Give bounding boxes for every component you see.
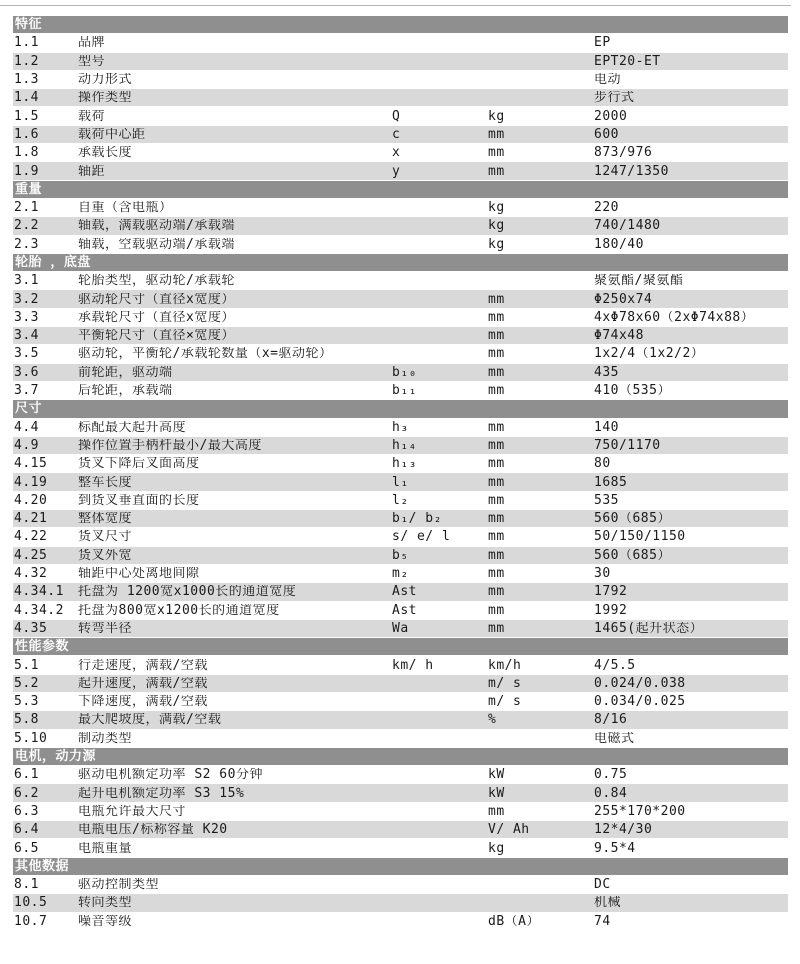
row-unit: mm	[488, 512, 505, 526]
spec-row	[13, 839, 788, 857]
row-value: 步行式	[594, 91, 635, 105]
spec-row	[13, 547, 788, 565]
spec-table	[13, 16, 788, 931]
row-symbol: km/ h	[392, 658, 434, 672]
row-symbol: h₁₄	[392, 438, 417, 452]
row-unit: kg	[488, 201, 505, 215]
row-description: 操作类型	[78, 91, 133, 105]
row-value: 12*4/30	[594, 823, 653, 837]
row-value: 2000	[594, 109, 628, 123]
row-number: 4.22	[14, 530, 48, 544]
spec-row	[13, 309, 788, 327]
section-title: 性能参数	[15, 639, 70, 655]
row-symbol: s/ e/ l	[392, 530, 451, 544]
section-header	[13, 181, 788, 199]
row-number: 6.4	[14, 823, 39, 837]
spec-row	[13, 126, 788, 144]
row-value: 4/5.5	[594, 658, 636, 672]
row-value: 74	[594, 914, 611, 928]
row-description: 平衡轮尺寸（直径×宽度）	[78, 329, 235, 343]
row-number: 10.5	[14, 896, 48, 910]
spec-row	[13, 510, 788, 528]
row-value: 机械	[594, 896, 622, 910]
row-value: 30	[594, 567, 611, 581]
row-value: 9.5*4	[594, 841, 636, 855]
spec-row	[13, 53, 788, 71]
row-symbol: Ast	[392, 585, 417, 599]
spec-row	[13, 894, 788, 912]
row-unit: V/ Ah	[488, 823, 530, 837]
row-unit: mm	[488, 365, 505, 379]
row-description: 起升速度，满载/空载	[78, 676, 208, 690]
row-unit: mm	[488, 457, 505, 471]
row-description: 驱动电机额定功率 S2 60分钟	[78, 768, 263, 782]
row-number: 5.3	[14, 695, 39, 709]
spec-row	[13, 34, 788, 52]
row-unit: mm	[488, 603, 505, 617]
row-description: 轴距中心处离地间隙	[78, 567, 200, 581]
row-number: 6.5	[14, 841, 39, 855]
row-value: 410（535）	[594, 384, 671, 398]
row-description: 操作位置手柄杆最小/最大高度	[78, 438, 262, 452]
row-unit: km/h	[488, 658, 522, 672]
row-value: EP	[594, 36, 611, 50]
row-number: 3.1	[14, 274, 39, 288]
row-unit: kg	[488, 109, 505, 123]
row-unit: mm	[488, 804, 505, 818]
row-description: 电瓶重量	[78, 841, 133, 855]
row-description: 轴载，空载驱动端/承载端	[78, 237, 235, 251]
row-description: 载荷	[78, 109, 106, 123]
row-number: 1.2	[14, 54, 39, 68]
row-unit: mm	[488, 438, 505, 452]
row-value: 1685	[594, 475, 628, 489]
row-description: 标配最大起升高度	[78, 420, 187, 434]
row-description: 行走速度，满载/空载	[78, 658, 208, 672]
row-value: 1992	[594, 603, 628, 617]
row-symbol: l₂	[392, 493, 409, 507]
spec-row	[13, 382, 788, 400]
row-number: 6.1	[14, 768, 39, 782]
row-description: 驱动轮，平衡轮/承载轮数量（x=驱动轮）	[78, 347, 333, 361]
spec-row	[13, 199, 788, 217]
spec-row	[13, 236, 788, 254]
spec-row	[13, 711, 788, 729]
row-unit: m/ s	[488, 676, 522, 690]
spec-row	[13, 565, 788, 583]
row-number: 5.10	[14, 731, 48, 745]
row-value: 80	[594, 457, 611, 471]
row-value: 140	[594, 420, 619, 434]
row-value: 750/1170	[594, 438, 661, 452]
row-number: 5.2	[14, 676, 39, 690]
row-description: 载荷中心距	[78, 127, 146, 141]
row-value: 873/976	[594, 146, 653, 160]
row-number: 4.19	[14, 475, 48, 489]
row-description: 下降速度，满载/空载	[78, 695, 208, 709]
row-unit: mm	[488, 146, 505, 160]
row-number: 3.4	[14, 329, 39, 343]
row-number: 6.3	[14, 804, 39, 818]
section-header	[13, 254, 788, 272]
row-unit: mm	[488, 420, 505, 434]
row-symbol: h₃	[392, 420, 409, 434]
row-number: 4.15	[14, 457, 48, 471]
row-symbol: l₁	[392, 475, 409, 489]
row-number: 3.2	[14, 292, 39, 306]
row-description: 托盘为800宽x1200长的通道宽度	[78, 603, 280, 617]
row-unit: mm	[488, 567, 505, 581]
section-header	[13, 748, 788, 766]
row-number: 3.5	[14, 347, 39, 361]
row-description: 驱动控制类型	[78, 878, 160, 892]
row-unit: mm	[488, 347, 505, 361]
row-description: 货叉尺寸	[78, 530, 133, 544]
spec-row	[13, 693, 788, 711]
row-value: 435	[594, 365, 619, 379]
spec-row	[13, 364, 788, 382]
section-header	[13, 16, 788, 34]
row-symbol: m₂	[392, 567, 409, 581]
row-number: 5.8	[14, 713, 39, 727]
spec-row	[13, 876, 788, 894]
row-value: 聚氨酯/聚氨酯	[594, 274, 684, 288]
spec-row	[13, 419, 788, 437]
row-description: 轴载，满载驱动端/承载端	[78, 219, 235, 233]
section-title: 轮胎 ，底盘	[15, 255, 91, 270]
row-number: 2.1	[14, 201, 39, 215]
row-description: 托盘为 1200宽x1000长的通道宽度	[78, 585, 297, 599]
row-unit: %	[488, 713, 497, 727]
row-value: 1792	[594, 585, 628, 599]
row-number: 5.1	[14, 658, 39, 672]
row-number: 1.5	[14, 109, 39, 123]
row-unit: mm	[488, 585, 505, 599]
row-description: 噪音等级	[78, 914, 133, 928]
row-description: 最大爬坡度，满载/空载	[78, 713, 222, 727]
row-value: 600	[594, 127, 619, 141]
section-header	[13, 858, 788, 876]
section-header	[13, 400, 788, 418]
row-number: 4.35	[14, 621, 48, 635]
row-unit: kg	[488, 841, 505, 855]
row-number: 8.1	[14, 878, 39, 892]
row-number: 4.9	[14, 438, 39, 452]
row-unit: mm	[488, 292, 505, 306]
row-description: 转向类型	[78, 896, 133, 910]
spec-row	[13, 89, 788, 107]
row-value: 255*170*200	[594, 804, 686, 818]
row-unit: mm	[488, 329, 505, 343]
spec-row	[13, 821, 788, 839]
row-symbol: b₅	[392, 548, 409, 562]
row-value: 1465(起升状态）	[594, 621, 704, 635]
row-description: 转弯半径	[78, 621, 133, 635]
spec-row	[13, 675, 788, 693]
row-description: 后轮距，承载端	[78, 384, 173, 398]
row-unit: mm	[488, 310, 505, 324]
row-symbol: Q	[392, 109, 401, 123]
row-unit: kW	[488, 786, 505, 800]
spec-row	[13, 217, 788, 235]
spec-row	[13, 71, 788, 89]
spec-row	[13, 345, 788, 363]
row-number: 2.3	[14, 237, 39, 251]
row-description: 自重（含电瓶）	[78, 201, 173, 215]
row-unit: kg	[488, 219, 505, 233]
row-symbol: b₁₀	[392, 365, 417, 379]
row-value: 电动	[594, 73, 622, 87]
row-number: 4.21	[14, 512, 48, 526]
row-symbol: h₁₃	[392, 457, 417, 471]
row-description: 货叉下降后叉面高度	[78, 457, 200, 471]
row-value: 1x2/4（1x2/2）	[594, 347, 705, 361]
row-unit: mm	[488, 164, 505, 178]
spec-row	[13, 473, 788, 491]
section-header	[13, 638, 788, 656]
row-description: 承载轮尺寸（直径x宽度）	[78, 310, 235, 324]
row-value: 220	[594, 201, 619, 215]
row-value: DC	[594, 878, 611, 892]
section-title: 电机，动力源	[15, 749, 97, 765]
row-value: 0.034/0.025	[594, 695, 686, 709]
row-unit: mm	[488, 493, 505, 507]
row-symbol: c	[392, 127, 401, 141]
row-unit: mm	[488, 127, 505, 141]
top-divider-line	[0, 5, 791, 6]
spec-row	[13, 107, 788, 125]
row-value: 4xΦ78x60（2xΦ74x88）	[594, 310, 755, 324]
row-number: 4.20	[14, 493, 48, 507]
row-symbol: Wa	[392, 621, 409, 635]
section-title: 特征	[15, 17, 43, 33]
row-description: 前轮距，驱动端	[78, 365, 173, 379]
row-value: Φ74x48	[594, 329, 644, 343]
row-description: 整车长度	[78, 475, 133, 489]
spec-row	[13, 656, 788, 674]
row-number: 1.8	[14, 146, 39, 160]
spec-row	[13, 730, 788, 748]
row-symbol: x	[392, 146, 401, 160]
row-unit: mm	[488, 384, 505, 398]
row-number: 10.7	[14, 914, 48, 928]
row-value: 0.84	[594, 786, 628, 800]
row-value: 0.024/0.038	[594, 676, 686, 690]
spec-row	[13, 766, 788, 784]
row-unit: mm	[488, 475, 505, 489]
row-number: 3.6	[14, 365, 39, 379]
row-number: 3.7	[14, 384, 39, 398]
row-number: 1.6	[14, 127, 39, 141]
row-unit: mm	[488, 530, 505, 544]
row-symbol: b₁/ b₂	[392, 512, 442, 526]
row-description: 动力形式	[78, 73, 133, 87]
spec-row	[13, 455, 788, 473]
row-description: 轴距	[78, 164, 106, 178]
row-description: 驱动轮尺寸（直径x宽度）	[78, 292, 235, 306]
row-description: 货叉外宽	[78, 548, 133, 562]
row-value: 180/40	[594, 237, 644, 251]
row-description: 轮胎类型，驱动轮/承载轮	[78, 274, 235, 288]
row-number: 4.25	[14, 548, 48, 562]
row-value: 560（685）	[594, 548, 671, 562]
row-value: 电磁式	[594, 731, 635, 745]
spec-row	[13, 913, 788, 931]
row-unit: mm	[488, 548, 505, 562]
spec-row	[13, 784, 788, 802]
spec-row	[13, 620, 788, 638]
section-title: 重量	[15, 181, 43, 197]
spec-row	[13, 327, 788, 345]
section-title: 尺寸	[15, 401, 43, 417]
row-number: 4.34.1	[14, 585, 64, 599]
row-unit: mm	[488, 621, 505, 635]
spec-row	[13, 528, 788, 546]
row-description: 承载长度	[78, 146, 133, 160]
spec-row	[13, 602, 788, 620]
row-symbol: b₁₁	[392, 384, 417, 398]
row-value: EPT20-ET	[594, 54, 661, 68]
row-unit: m/ s	[488, 695, 522, 709]
row-description: 整体宽度	[78, 512, 133, 526]
row-value: 740/1480	[594, 219, 661, 233]
row-value: 0.75	[594, 768, 628, 782]
section-title: 其他数据	[15, 858, 70, 874]
row-symbol: Ast	[392, 603, 417, 617]
row-value: 560（685）	[594, 512, 671, 526]
row-description: 起升电机额定功率 S3 15%	[78, 786, 245, 800]
spec-row	[13, 162, 788, 180]
row-value: 8/16	[594, 713, 628, 727]
row-value: 1247/1350	[594, 164, 669, 178]
spec-row	[13, 583, 788, 601]
row-unit: kg	[488, 237, 505, 251]
row-value: Φ250x74	[594, 292, 653, 306]
row-number: 6.2	[14, 786, 39, 800]
row-unit: kW	[488, 768, 505, 782]
row-description: 制动类型	[78, 731, 133, 745]
row-description: 电瓶允许最大尺寸	[78, 804, 187, 818]
spec-row	[13, 803, 788, 821]
row-number: 2.2	[14, 219, 39, 233]
row-number: 3.3	[14, 310, 39, 324]
row-unit: dB（A）	[488, 914, 540, 928]
spec-row	[13, 272, 788, 290]
row-number: 1.9	[14, 164, 39, 178]
spec-row	[13, 290, 788, 308]
spec-row	[13, 492, 788, 510]
row-number: 1.4	[14, 91, 39, 105]
row-symbol: y	[392, 164, 401, 178]
row-number: 4.32	[14, 567, 48, 581]
row-number: 1.1	[14, 36, 39, 50]
row-description: 品牌	[78, 36, 106, 50]
row-number: 4.4	[14, 420, 39, 434]
row-description: 型号	[78, 54, 106, 68]
spec-row	[13, 437, 788, 455]
spec-row	[13, 144, 788, 162]
row-value: 535	[594, 493, 619, 507]
row-number: 1.3	[14, 73, 39, 87]
row-description: 到货叉垂直面的长度	[78, 493, 200, 507]
row-description: 电瓶电压/标称容量 K20	[78, 823, 228, 837]
row-value: 50/150/1150	[594, 530, 686, 544]
row-number: 4.34.2	[14, 603, 64, 617]
